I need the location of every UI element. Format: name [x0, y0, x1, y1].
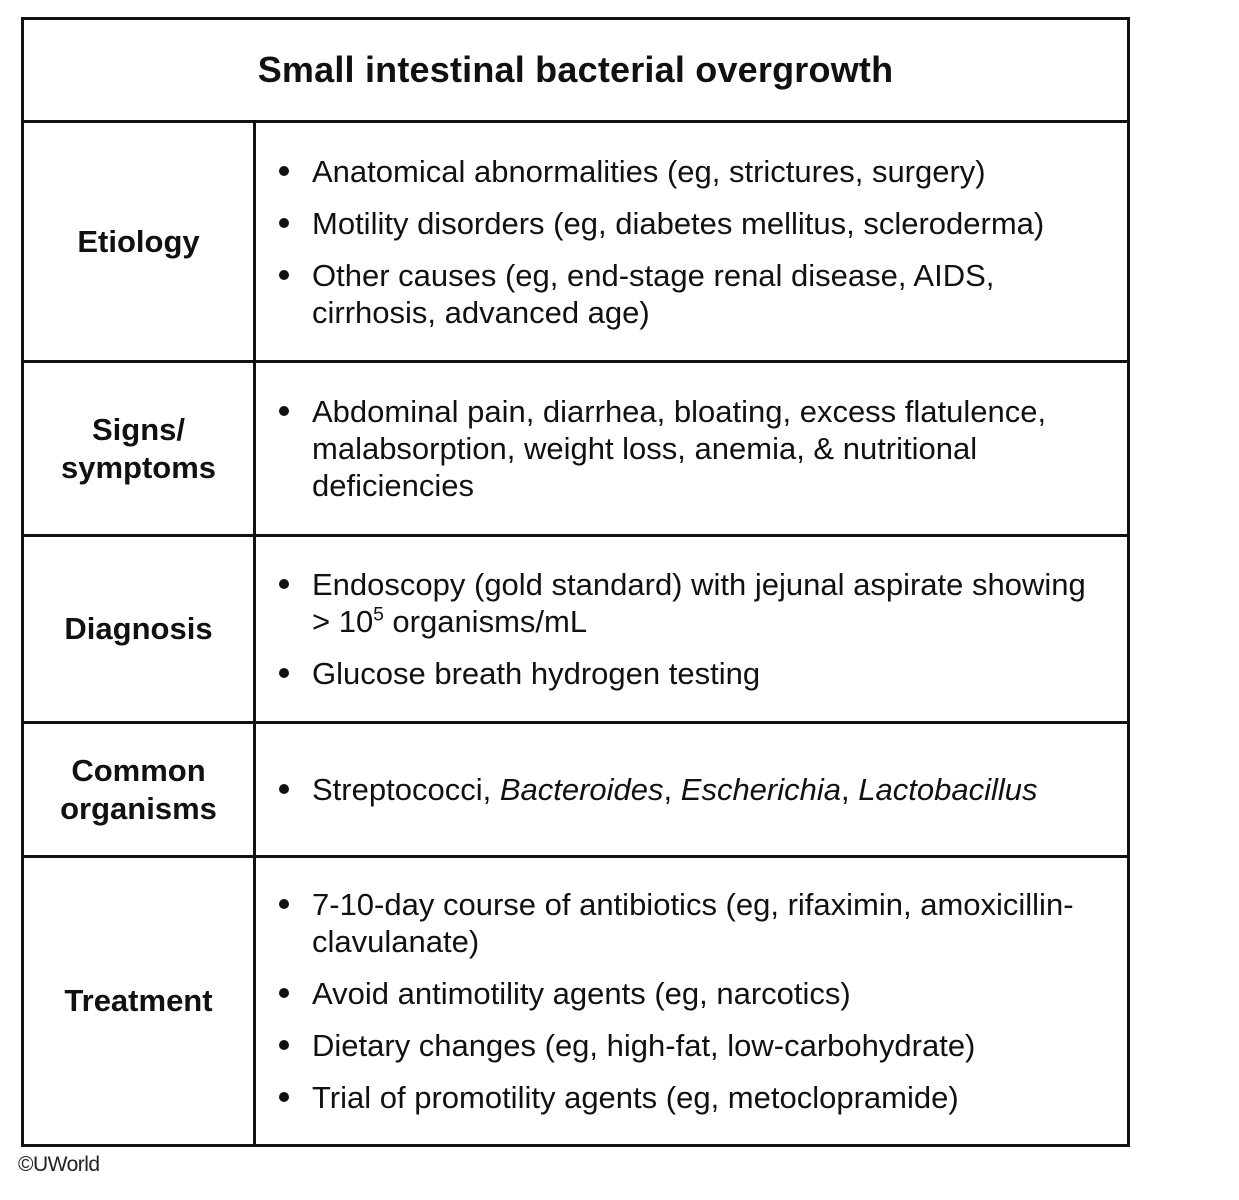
sibo-summary-table: [21, 17, 1130, 1147]
label-signs-symptoms: Signs/ symptoms: [24, 363, 256, 534]
copyright-notice: ©UWorld: [18, 1153, 100, 1176]
bullet-icon: [279, 784, 289, 794]
list-item: Anatomical abnormalities (eg, strictures, surgery): [276, 153, 1109, 190]
content-signs-symptoms: [256, 363, 1127, 534]
label-diagnosis: Diagnosis: [24, 537, 256, 721]
table-title: Small intestinal bacterial overgrowth: [24, 20, 1127, 123]
list-item: Avoid antimotility agents (eg, narcotics): [276, 975, 1109, 1012]
list-item: Endoscopy (gold standard) with jejunal aspirate showing > $10^5$ organisms/mL: [276, 566, 1109, 640]
label-treatment: Treatment: [24, 858, 256, 1144]
etiology-list: [276, 153, 1109, 331]
list-item: Glucose breath hydrogen testing: [276, 655, 1109, 692]
list-item: 7-10-day course of antibiotics (eg, rifaximin, amoxicillin-clavulanate): [276, 886, 1109, 960]
row-diagnosis: [24, 537, 1127, 724]
label-common-organisms: Common organisms: [24, 724, 256, 855]
list-item: Abdominal pain, diarrhea, bloating, excess flatulence, malabsorption, weight loss, anemia, & nutritional deficiencies: [276, 393, 1109, 504]
diagnosis-list: [276, 566, 1109, 692]
list-item: Other causes (eg, end-stage renal disease, AIDS, cirrhosis, advanced age): [276, 257, 1109, 331]
organisms-list: [276, 771, 1109, 808]
list-item: Dietary changes (eg, high-fat, low-carbohydrate): [276, 1027, 1109, 1064]
content-diagnosis: [256, 537, 1127, 721]
bullet-icon: [279, 166, 289, 176]
label-etiology: Etiology: [24, 123, 256, 360]
row-treatment: [24, 858, 1127, 1144]
content-common-organisms: [256, 724, 1127, 855]
list-item: Streptococci, Bacteroides, Escherichia, Lactobacillus: [276, 771, 1109, 808]
bullet-icon: [279, 218, 289, 228]
bullet-icon: [279, 668, 289, 678]
content-etiology: [256, 123, 1127, 360]
bullet-icon: [279, 899, 289, 909]
bullet-icon: [279, 406, 289, 416]
bullet-icon: [279, 1092, 289, 1102]
row-common-organisms: [24, 724, 1127, 858]
list-item: Motility disorders (eg, diabetes mellitus, scleroderma): [276, 205, 1109, 242]
bullet-icon: [279, 579, 289, 589]
content-treatment: [256, 858, 1127, 1144]
row-etiology: [24, 123, 1127, 363]
row-signs-symptoms: [24, 363, 1127, 537]
bullet-icon: [279, 988, 289, 998]
treatment-list: [276, 886, 1109, 1116]
list-item: Trial of promotility agents (eg, metoclopramide): [276, 1079, 1109, 1116]
bullet-icon: [279, 270, 289, 280]
bullet-icon: [279, 1040, 289, 1050]
signs-list: [276, 393, 1109, 504]
